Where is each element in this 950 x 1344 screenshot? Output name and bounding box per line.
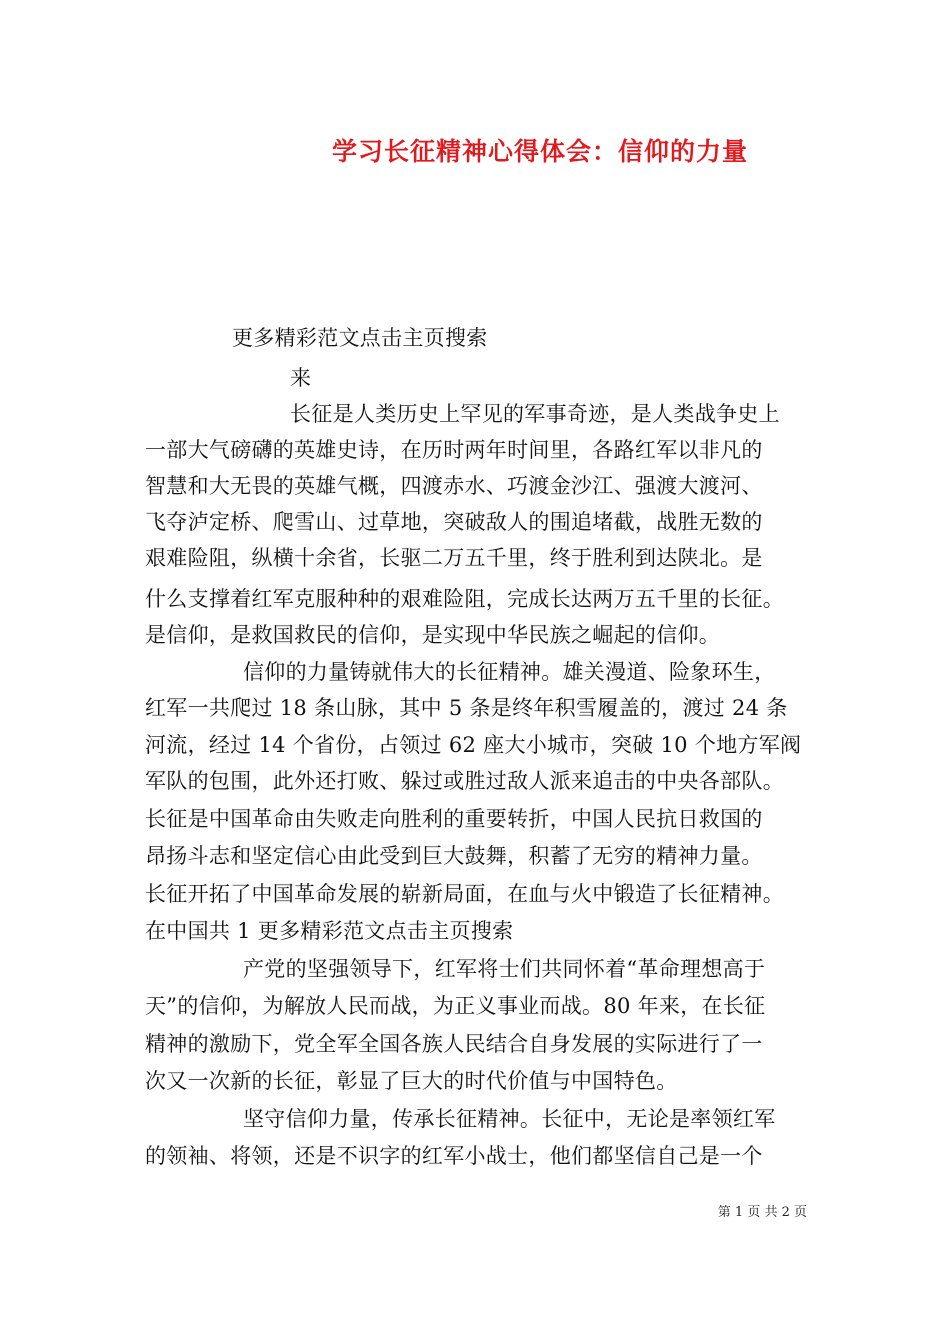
body-line-2: 来 <box>290 366 312 390</box>
body-line-19: 天”的信仰，为解放人民而战，为正义事业而战。80 年来，在长征 <box>145 994 766 1018</box>
body-line-14: 长征是中国革命由失败走向胜利的重要转折，中国人民抗日救国的 <box>145 807 763 831</box>
body-line-8: 什么支撑着红军克服种种的艰难险阻，完成长达两万五千里的长征。 <box>145 587 784 611</box>
body-line-16: 长征开拓了中国革命发展的崭新局面，在血与火中锻造了长征精神。 <box>145 882 784 906</box>
body-line-17: 在中国共 1 更多精彩范文点击主页搜索 <box>145 919 514 943</box>
body-line-20: 精神的激励下，党全军全国各族人民结合自身发展的实际进行了一 <box>145 1032 763 1056</box>
body-line-10: 信仰的力量铸就伟大的长征精神。雄关漫道、险象环生， <box>243 660 776 684</box>
body-line-7: 艰难险阻，纵横十余省，长驱二万五千里，终于胜利到达陕北。是 <box>145 546 763 570</box>
body-line-11: 红军一共爬过 18 条山脉，其中 5 条是终年积雪履盖的，渡过 24 条 <box>145 696 788 720</box>
body-line-13: 军队的包围，此外还打败、躲过或胜过敌人派来追击的中央各部队。 <box>145 769 784 793</box>
page-number-footer: 第 1 页 共 2 页 <box>717 1205 807 1220</box>
body-line-15: 昂扬斗志和坚定信心由此受到巨大鼓舞，积蓄了无穷的精神力量。 <box>145 844 763 868</box>
body-line-18: 产党的坚强领导下，红军将士们共同怀着“革命理想高于 <box>243 957 766 981</box>
body-line-9: 是信仰，是救国救民的信仰，是实现中华民族之崛起的信仰。 <box>145 623 721 647</box>
body-line-4: 一部大气磅礴的英雄史诗，在历时两年时间里，各路红军以非凡的 <box>145 438 763 462</box>
body-line-12: 河流，经过 14 个省份，占领过 62 座大小城市，突破 10 个地方军阀 <box>145 733 802 757</box>
body-line-23: 的领袖、将领，还是不识字的红军小战士，他们都坚信自己是一个 <box>145 1144 763 1168</box>
document-title: 学习长征精神心得体会：信仰的力量 <box>331 137 748 166</box>
body-line-5: 智慧和大无畏的英雄气概，四渡赤水、巧渡金沙江、强渡大渡河、 <box>145 474 763 498</box>
body-line-1: 更多精彩范文点击主页搜索 <box>232 326 488 350</box>
body-line-3: 长征是人类历史上罕见的军事奇迹，是人类战争史上 <box>290 402 780 426</box>
body-line-21: 次又一次新的长征，彰显了巨大的时代价值与中国特色。 <box>145 1069 678 1093</box>
body-line-6: 飞夺泸定桥、爬雪山、过草地，突破敌人的围追堵截，战胜无数的 <box>145 510 763 534</box>
body-line-22: 坚守信仰力量，传承长征精神。长征中，无论是率领红军 <box>243 1107 776 1131</box>
